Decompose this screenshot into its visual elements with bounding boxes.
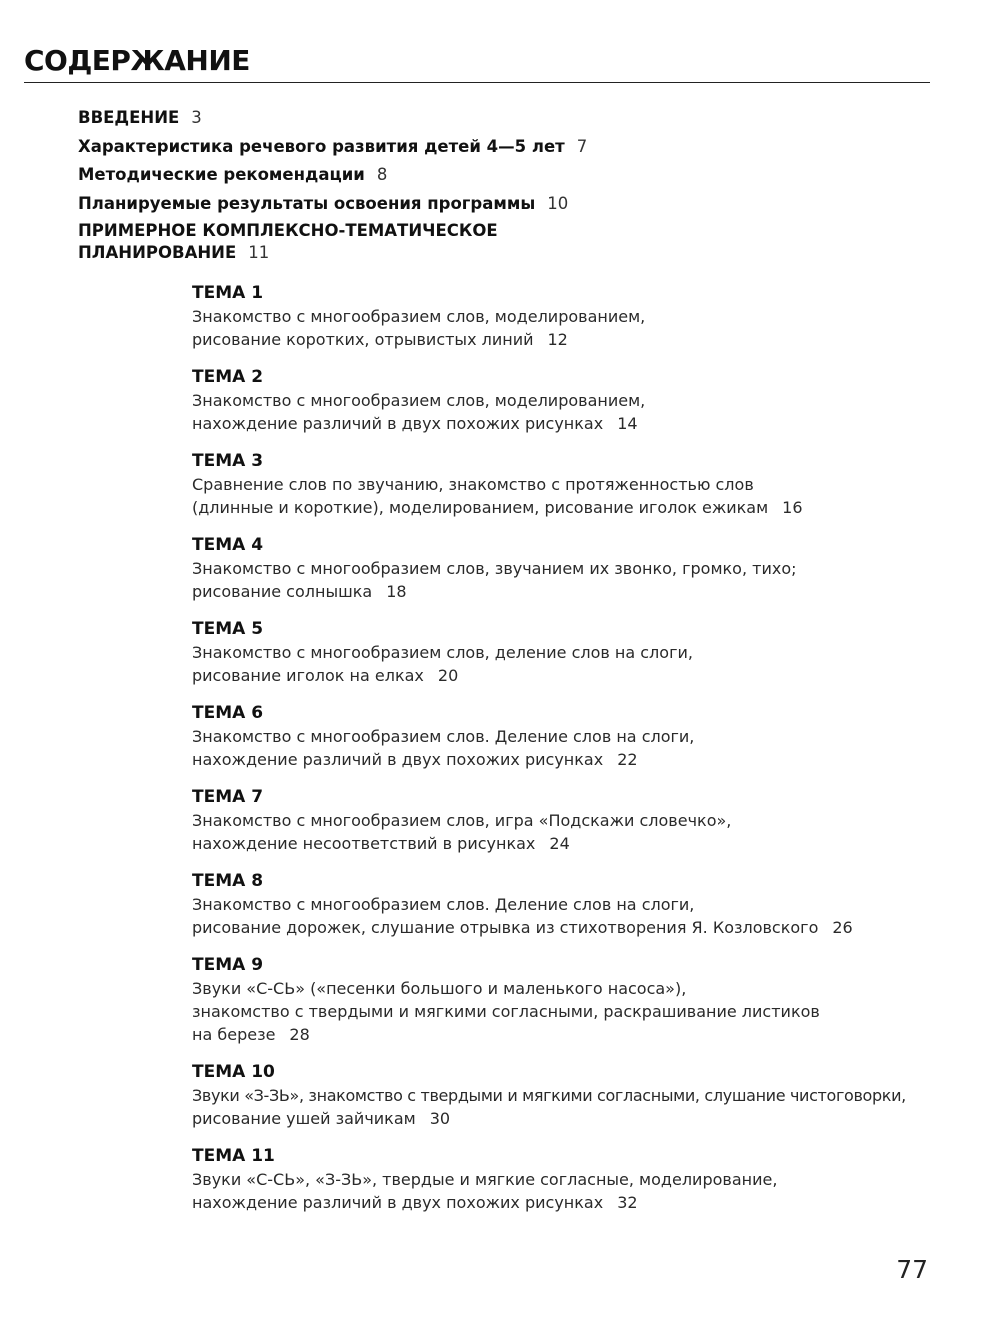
topic-heading: ТЕМА 2 <box>192 367 264 387</box>
topic-description-text: рисование дорожек, слушание отрывка из стихотворения Я. Козловского <box>192 918 819 937</box>
topic-description-text: рисование солнышка <box>192 582 373 601</box>
topic-page: 26 <box>832 918 853 937</box>
topic-description-line: Знакомство с многообразием слов, игра «Подскажи словечко», <box>192 811 732 830</box>
topic-description-text: рисование коротких, отрывистых линий <box>192 330 534 349</box>
toc-top-section <box>78 104 938 264</box>
topic-description-line <box>192 664 972 687</box>
topic-description-line: Звуки «З-ЗЬ», знакомство с твердыми и мягкими согласными, слушание чистоговорки, <box>192 1086 906 1105</box>
topic-description-line <box>192 832 972 855</box>
topic-description-text: нахождение несоответствий в рисунках <box>192 834 536 853</box>
topic-description-line <box>192 1023 972 1046</box>
topic-description-line: Знакомство с многообразием слов, звучанием их звонко, громко, тихо; <box>192 559 797 578</box>
topic-7[interactable] <box>192 785 972 855</box>
topic-page: 20 <box>437 666 459 685</box>
topic-heading: ТЕМА 10 <box>192 1062 275 1082</box>
topic-11[interactable] <box>192 1144 972 1214</box>
topic-heading: ТЕМА 8 <box>192 871 264 891</box>
toc-item-label-line2: ПЛАНИРОВАНИЕ <box>78 243 237 262</box>
toc-item-label: Методические рекомендации <box>78 165 365 184</box>
topic-page: 30 <box>429 1109 451 1128</box>
topic-heading: ТЕМА 5 <box>192 619 264 639</box>
toc-item-label: Характеристика речевого развития детей 4—5 лет <box>78 136 565 156</box>
toc-item-method-recommendations[interactable] <box>78 161 938 190</box>
topic-heading: ТЕМА 4 <box>192 535 264 555</box>
topic-page: 24 <box>549 834 570 853</box>
toc-item-page: 3 <box>191 108 202 127</box>
topic-page: 28 <box>289 1025 310 1044</box>
topic-3[interactable] <box>192 449 972 519</box>
topic-description-text: нахождение различий в двух похожих рисунках <box>192 414 604 433</box>
topic-description-text: на березе <box>192 1025 276 1044</box>
topic-heading: ТЕМА 9 <box>192 955 264 975</box>
topic-description-line <box>192 580 972 603</box>
toc-item-label: Планируемые результаты освоения программы <box>78 193 536 213</box>
toc-item-introduction[interactable] <box>78 104 938 133</box>
topic-description-line <box>192 916 972 939</box>
topic-9[interactable] <box>192 953 972 1046</box>
topic-heading: ТЕМА 7 <box>192 787 264 807</box>
topic-1[interactable] <box>192 281 972 351</box>
topic-description-line: Звуки «С-СЬ» («песенки большого и маленького насоса»), <box>192 979 687 998</box>
page-title: СОДЕРЖАНИЕ <box>24 44 250 77</box>
topic-description-line <box>192 328 972 351</box>
topic-10[interactable] <box>192 1060 972 1130</box>
topic-5[interactable] <box>192 617 972 687</box>
topic-8[interactable] <box>192 869 972 939</box>
topic-heading: ТЕМА 11 <box>192 1146 275 1166</box>
topic-6[interactable] <box>192 701 972 771</box>
topic-description-line: Знакомство с многообразием слов, моделированием, <box>192 391 646 410</box>
toc-item-thematic-planning[interactable] <box>78 220 938 264</box>
toc-item-page: 10 <box>547 193 569 213</box>
toc-item-label: ВВЕДЕНИЕ <box>78 108 180 127</box>
topic-description-line <box>192 1107 972 1130</box>
toc-item-planned-results[interactable] <box>78 190 938 219</box>
topic-description-line: Сравнение слов по звучанию, знакомство с протяженностью слов <box>192 475 754 494</box>
toc-item-label-line1: ПРИМЕРНОЕ КОМПЛЕКСНО-ТЕМАТИЧЕСКОЕ <box>78 221 498 240</box>
topic-page: 22 <box>617 750 638 769</box>
topic-list <box>192 281 972 1228</box>
page-number: 77 <box>896 1255 928 1284</box>
topic-description-line: Звуки «С-СЬ», «З-ЗЬ», твердые и мягкие согласные, моделирование, <box>192 1170 778 1189</box>
topic-description-line: знакомство с твердыми и мягкими согласными, раскрашивание листиков <box>192 1002 820 1021</box>
toc-item-speech-characteristics[interactable] <box>78 133 938 162</box>
topic-description-line: Знакомство с многообразием слов, деление слов на слоги, <box>192 643 693 662</box>
topic-description-line <box>192 496 972 519</box>
topic-heading: ТЕМА 6 <box>192 703 264 723</box>
topic-description-text: рисование ушей зайчикам <box>192 1109 416 1128</box>
topic-description-line: Знакомство с многообразием слов. Деление слов на слоги, <box>192 895 695 914</box>
topic-page: 16 <box>782 498 803 517</box>
topic-4[interactable] <box>192 533 972 603</box>
topic-description-line: Знакомство с многообразием слов, моделированием, <box>192 307 646 326</box>
topic-heading: ТЕМА 3 <box>192 451 264 471</box>
toc-item-page: 7 <box>576 136 588 156</box>
toc-item-page: 11 <box>248 243 270 262</box>
toc-item-page: 8 <box>376 165 388 184</box>
topic-description-text: нахождение различий в двух похожих рисунках <box>192 1193 604 1212</box>
topic-description-text: рисование иголок на елках <box>192 666 424 685</box>
topic-page: 32 <box>617 1193 638 1212</box>
topic-description-text: (длинные и короткие), моделированием, рисование иголок ежикам <box>192 498 769 517</box>
topic-description-text: нахождение различий в двух похожих рисунках <box>192 750 604 769</box>
topic-description-line <box>192 412 972 435</box>
topic-description-line: Знакомство с многообразием слов. Деление слов на слоги, <box>192 727 695 746</box>
topic-page: 14 <box>617 414 638 433</box>
topic-description-line <box>192 748 972 771</box>
topic-page: 18 <box>386 582 407 601</box>
topic-2[interactable] <box>192 365 972 435</box>
topic-heading: ТЕМА 1 <box>192 283 264 303</box>
title-divider <box>24 82 930 83</box>
topic-description-line <box>192 1191 972 1214</box>
topic-page: 12 <box>547 330 568 349</box>
